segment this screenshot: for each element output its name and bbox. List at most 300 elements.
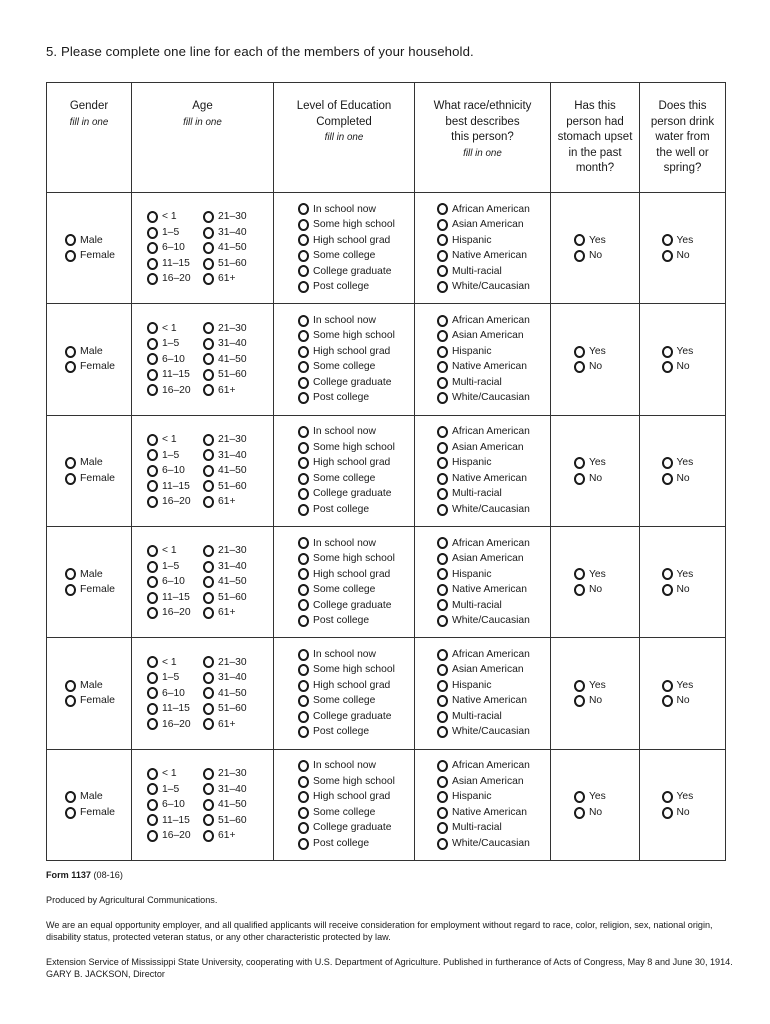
education-option[interactable] [298, 440, 414, 456]
radio-circle-icon[interactable] [662, 584, 673, 596]
age-option[interactable] [203, 813, 265, 829]
radio-circle-icon[interactable] [437, 664, 448, 676]
radio-circle-icon[interactable] [147, 369, 158, 381]
education-option[interactable] [298, 820, 414, 836]
gender-option[interactable] [65, 455, 131, 471]
race-option[interactable] [437, 502, 550, 518]
race-option[interactable] [437, 820, 550, 836]
drinks-well-water-option[interactable] [662, 693, 704, 709]
stomach-upset-option[interactable] [574, 233, 616, 249]
gender-option[interactable] [65, 344, 131, 360]
radio-circle-icon[interactable] [203, 718, 214, 730]
age-option[interactable] [203, 448, 265, 464]
radio-circle-icon[interactable] [298, 265, 309, 277]
radio-circle-icon[interactable] [662, 361, 673, 373]
radio-circle-icon[interactable] [65, 695, 76, 707]
gender-option[interactable] [65, 471, 131, 487]
radio-circle-icon[interactable] [298, 488, 309, 500]
education-option[interactable] [298, 536, 414, 552]
gender-option[interactable] [65, 693, 131, 709]
race-option[interactable] [437, 662, 550, 678]
radio-circle-icon[interactable] [147, 830, 158, 842]
education-option[interactable] [298, 805, 414, 821]
radio-circle-icon[interactable] [147, 353, 158, 365]
age-option[interactable] [203, 209, 265, 225]
radio-circle-icon[interactable] [203, 799, 214, 811]
drinks-well-water-option[interactable] [662, 455, 704, 471]
race-option[interactable] [437, 536, 550, 552]
age-option[interactable] [203, 590, 265, 606]
radio-circle-icon[interactable] [147, 672, 158, 684]
radio-circle-icon[interactable] [437, 346, 448, 358]
radio-circle-icon[interactable] [203, 703, 214, 715]
race-option[interactable] [437, 805, 550, 821]
radio-circle-icon[interactable] [298, 838, 309, 850]
age-option[interactable] [147, 336, 203, 352]
radio-circle-icon[interactable] [437, 315, 448, 327]
education-option[interactable] [298, 279, 414, 295]
education-option[interactable] [298, 264, 414, 280]
radio-circle-icon[interactable] [147, 687, 158, 699]
radio-circle-icon[interactable] [147, 576, 158, 588]
stomach-upset-option[interactable] [574, 359, 616, 375]
age-option[interactable] [147, 256, 203, 272]
radio-circle-icon[interactable] [147, 258, 158, 270]
radio-circle-icon[interactable] [298, 822, 309, 834]
radio-circle-icon[interactable] [65, 250, 76, 262]
radio-circle-icon[interactable] [662, 473, 673, 485]
gender-option[interactable] [65, 805, 131, 821]
drinks-well-water-option[interactable] [662, 471, 704, 487]
age-option[interactable] [203, 655, 265, 671]
radio-circle-icon[interactable] [203, 227, 214, 239]
age-option[interactable] [203, 321, 265, 337]
radio-circle-icon[interactable] [437, 392, 448, 404]
race-option[interactable] [437, 789, 550, 805]
radio-circle-icon[interactable] [147, 273, 158, 285]
radio-circle-icon[interactable] [574, 250, 585, 262]
race-option[interactable] [437, 598, 550, 614]
radio-circle-icon[interactable] [147, 561, 158, 573]
education-option[interactable] [298, 390, 414, 406]
drinks-well-water-option[interactable] [662, 344, 704, 360]
radio-circle-icon[interactable] [437, 377, 448, 389]
stomach-upset-option[interactable] [574, 789, 616, 805]
stomach-upset-option[interactable] [574, 455, 616, 471]
radio-circle-icon[interactable] [203, 687, 214, 699]
age-option[interactable] [147, 559, 203, 575]
radio-circle-icon[interactable] [437, 553, 448, 565]
radio-circle-icon[interactable] [298, 807, 309, 819]
race-option[interactable] [437, 836, 550, 852]
radio-circle-icon[interactable] [65, 680, 76, 692]
radio-circle-icon[interactable] [298, 760, 309, 772]
radio-circle-icon[interactable] [437, 791, 448, 803]
radio-circle-icon[interactable] [298, 250, 309, 262]
race-option[interactable] [437, 613, 550, 629]
radio-circle-icon[interactable] [147, 384, 158, 396]
radio-circle-icon[interactable] [203, 384, 214, 396]
radio-circle-icon[interactable] [437, 726, 448, 738]
radio-circle-icon[interactable] [437, 265, 448, 277]
radio-circle-icon[interactable] [203, 353, 214, 365]
radio-circle-icon[interactable] [147, 783, 158, 795]
radio-circle-icon[interactable] [437, 250, 448, 262]
age-option[interactable] [147, 479, 203, 495]
age-option[interactable] [203, 717, 265, 733]
radio-circle-icon[interactable] [65, 584, 76, 596]
radio-circle-icon[interactable] [65, 346, 76, 358]
radio-circle-icon[interactable] [574, 680, 585, 692]
age-option[interactable] [203, 559, 265, 575]
age-option[interactable] [147, 701, 203, 717]
education-option[interactable] [298, 836, 414, 852]
radio-circle-icon[interactable] [574, 473, 585, 485]
radio-circle-icon[interactable] [437, 234, 448, 246]
radio-circle-icon[interactable] [298, 553, 309, 565]
age-option[interactable] [147, 782, 203, 798]
radio-circle-icon[interactable] [203, 211, 214, 223]
radio-circle-icon[interactable] [298, 791, 309, 803]
radio-circle-icon[interactable] [298, 203, 309, 215]
stomach-upset-option[interactable] [574, 582, 616, 598]
radio-circle-icon[interactable] [298, 457, 309, 469]
gender-option[interactable] [65, 678, 131, 694]
education-option[interactable] [298, 724, 414, 740]
radio-circle-icon[interactable] [298, 726, 309, 738]
radio-circle-icon[interactable] [437, 537, 448, 549]
radio-circle-icon[interactable] [662, 680, 673, 692]
drinks-well-water-option[interactable] [662, 359, 704, 375]
education-option[interactable] [298, 567, 414, 583]
stomach-upset-option[interactable] [574, 344, 616, 360]
radio-circle-icon[interactable] [437, 457, 448, 469]
radio-circle-icon[interactable] [147, 799, 158, 811]
radio-circle-icon[interactable] [147, 480, 158, 492]
radio-circle-icon[interactable] [203, 561, 214, 573]
drinks-well-water-option[interactable] [662, 567, 704, 583]
radio-circle-icon[interactable] [203, 322, 214, 334]
radio-circle-icon[interactable] [147, 718, 158, 730]
race-option[interactable] [437, 774, 550, 790]
radio-circle-icon[interactable] [437, 361, 448, 373]
race-option[interactable] [437, 647, 550, 663]
race-option[interactable] [437, 248, 550, 264]
race-option[interactable] [437, 264, 550, 280]
race-option[interactable] [437, 233, 550, 249]
age-option[interactable] [147, 574, 203, 590]
stomach-upset-option[interactable] [574, 567, 616, 583]
radio-circle-icon[interactable] [298, 568, 309, 580]
gender-option[interactable] [65, 248, 131, 264]
radio-circle-icon[interactable] [437, 584, 448, 596]
radio-circle-icon[interactable] [437, 219, 448, 231]
radio-circle-icon[interactable] [662, 457, 673, 469]
radio-circle-icon[interactable] [298, 504, 309, 516]
age-option[interactable] [147, 432, 203, 448]
radio-circle-icon[interactable] [298, 426, 309, 438]
radio-circle-icon[interactable] [662, 568, 673, 580]
education-option[interactable] [298, 678, 414, 694]
radio-circle-icon[interactable] [298, 234, 309, 246]
radio-circle-icon[interactable] [298, 346, 309, 358]
education-option[interactable] [298, 647, 414, 663]
age-option[interactable] [203, 383, 265, 399]
radio-circle-icon[interactable] [437, 330, 448, 342]
age-option[interactable] [203, 256, 265, 272]
radio-circle-icon[interactable] [65, 791, 76, 803]
radio-circle-icon[interactable] [203, 242, 214, 254]
education-option[interactable] [298, 471, 414, 487]
age-option[interactable] [147, 352, 203, 368]
stomach-upset-option[interactable] [574, 471, 616, 487]
age-option[interactable] [203, 225, 265, 241]
education-option[interactable] [298, 248, 414, 264]
age-option[interactable] [203, 766, 265, 782]
radio-circle-icon[interactable] [662, 346, 673, 358]
radio-circle-icon[interactable] [147, 545, 158, 557]
age-option[interactable] [203, 479, 265, 495]
age-option[interactable] [203, 686, 265, 702]
drinks-well-water-option[interactable] [662, 678, 704, 694]
radio-circle-icon[interactable] [662, 695, 673, 707]
race-option[interactable] [437, 693, 550, 709]
radio-circle-icon[interactable] [147, 607, 158, 619]
radio-circle-icon[interactable] [203, 545, 214, 557]
gender-option[interactable] [65, 567, 131, 583]
age-option[interactable] [147, 605, 203, 621]
education-option[interactable] [298, 359, 414, 375]
race-option[interactable] [437, 359, 550, 375]
drinks-well-water-option[interactable] [662, 789, 704, 805]
age-option[interactable] [203, 367, 265, 383]
education-option[interactable] [298, 455, 414, 471]
radio-circle-icon[interactable] [298, 377, 309, 389]
race-option[interactable] [437, 375, 550, 391]
age-option[interactable] [147, 828, 203, 844]
age-option[interactable] [147, 494, 203, 510]
radio-circle-icon[interactable] [147, 434, 158, 446]
radio-circle-icon[interactable] [437, 426, 448, 438]
race-option[interactable] [437, 313, 550, 329]
age-option[interactable] [147, 209, 203, 225]
age-option[interactable] [203, 463, 265, 479]
race-option[interactable] [437, 678, 550, 694]
education-option[interactable] [298, 582, 414, 598]
radio-circle-icon[interactable] [65, 361, 76, 373]
age-option[interactable] [203, 240, 265, 256]
radio-circle-icon[interactable] [574, 234, 585, 246]
radio-circle-icon[interactable] [298, 281, 309, 293]
race-option[interactable] [437, 551, 550, 567]
radio-circle-icon[interactable] [437, 776, 448, 788]
radio-circle-icon[interactable] [147, 449, 158, 461]
radio-circle-icon[interactable] [574, 695, 585, 707]
radio-circle-icon[interactable] [574, 584, 585, 596]
radio-circle-icon[interactable] [65, 807, 76, 819]
race-option[interactable] [437, 471, 550, 487]
radio-circle-icon[interactable] [203, 480, 214, 492]
radio-circle-icon[interactable] [298, 680, 309, 692]
radio-circle-icon[interactable] [298, 711, 309, 723]
race-option[interactable] [437, 344, 550, 360]
education-option[interactable] [298, 613, 414, 629]
radio-circle-icon[interactable] [574, 568, 585, 580]
radio-circle-icon[interactable] [437, 822, 448, 834]
stomach-upset-option[interactable] [574, 248, 616, 264]
age-option[interactable] [147, 670, 203, 686]
radio-circle-icon[interactable] [203, 496, 214, 508]
age-option[interactable] [203, 543, 265, 559]
radio-circle-icon[interactable] [437, 442, 448, 454]
radio-circle-icon[interactable] [437, 488, 448, 500]
radio-circle-icon[interactable] [203, 814, 214, 826]
education-option[interactable] [298, 709, 414, 725]
race-option[interactable] [437, 328, 550, 344]
radio-circle-icon[interactable] [203, 783, 214, 795]
radio-circle-icon[interactable] [574, 346, 585, 358]
radio-circle-icon[interactable] [147, 703, 158, 715]
education-option[interactable] [298, 551, 414, 567]
radio-circle-icon[interactable] [574, 361, 585, 373]
age-option[interactable] [203, 670, 265, 686]
radio-circle-icon[interactable] [203, 607, 214, 619]
radio-circle-icon[interactable] [662, 234, 673, 246]
age-option[interactable] [147, 717, 203, 733]
gender-option[interactable] [65, 233, 131, 249]
radio-circle-icon[interactable] [65, 234, 76, 246]
radio-circle-icon[interactable] [147, 227, 158, 239]
radio-circle-icon[interactable] [298, 776, 309, 788]
age-option[interactable] [147, 367, 203, 383]
age-option[interactable] [203, 336, 265, 352]
age-option[interactable] [203, 782, 265, 798]
radio-circle-icon[interactable] [147, 496, 158, 508]
race-option[interactable] [437, 567, 550, 583]
drinks-well-water-option[interactable] [662, 248, 704, 264]
radio-circle-icon[interactable] [147, 322, 158, 334]
radio-circle-icon[interactable] [203, 273, 214, 285]
radio-circle-icon[interactable] [437, 711, 448, 723]
drinks-well-water-option[interactable] [662, 805, 704, 821]
radio-circle-icon[interactable] [203, 369, 214, 381]
education-option[interactable] [298, 758, 414, 774]
education-option[interactable] [298, 233, 414, 249]
radio-circle-icon[interactable] [203, 592, 214, 604]
race-option[interactable] [437, 582, 550, 598]
education-option[interactable] [298, 774, 414, 790]
radio-circle-icon[interactable] [203, 830, 214, 842]
radio-circle-icon[interactable] [203, 258, 214, 270]
radio-circle-icon[interactable] [437, 473, 448, 485]
radio-circle-icon[interactable] [298, 315, 309, 327]
radio-circle-icon[interactable] [662, 250, 673, 262]
radio-circle-icon[interactable] [437, 203, 448, 215]
radio-circle-icon[interactable] [298, 649, 309, 661]
race-option[interactable] [437, 724, 550, 740]
radio-circle-icon[interactable] [147, 814, 158, 826]
age-option[interactable] [147, 321, 203, 337]
education-option[interactable] [298, 424, 414, 440]
stomach-upset-option[interactable] [574, 693, 616, 709]
radio-circle-icon[interactable] [147, 768, 158, 780]
age-option[interactable] [147, 686, 203, 702]
radio-circle-icon[interactable] [298, 537, 309, 549]
radio-circle-icon[interactable] [662, 807, 673, 819]
race-option[interactable] [437, 758, 550, 774]
race-option[interactable] [437, 279, 550, 295]
radio-circle-icon[interactable] [203, 576, 214, 588]
radio-circle-icon[interactable] [147, 656, 158, 668]
radio-circle-icon[interactable] [298, 330, 309, 342]
radio-circle-icon[interactable] [147, 242, 158, 254]
education-option[interactable] [298, 202, 414, 218]
radio-circle-icon[interactable] [437, 760, 448, 772]
radio-circle-icon[interactable] [662, 791, 673, 803]
radio-circle-icon[interactable] [298, 361, 309, 373]
gender-option[interactable] [65, 359, 131, 375]
radio-circle-icon[interactable] [437, 599, 448, 611]
race-option[interactable] [437, 424, 550, 440]
radio-circle-icon[interactable] [203, 449, 214, 461]
radio-circle-icon[interactable] [298, 584, 309, 596]
radio-circle-icon[interactable] [298, 695, 309, 707]
education-option[interactable] [298, 502, 414, 518]
age-option[interactable] [147, 655, 203, 671]
gender-option[interactable] [65, 582, 131, 598]
education-option[interactable] [298, 313, 414, 329]
education-option[interactable] [298, 789, 414, 805]
race-option[interactable] [437, 202, 550, 218]
radio-circle-icon[interactable] [298, 664, 309, 676]
radio-circle-icon[interactable] [298, 392, 309, 404]
age-option[interactable] [147, 766, 203, 782]
education-option[interactable] [298, 375, 414, 391]
radio-circle-icon[interactable] [203, 656, 214, 668]
gender-option[interactable] [65, 789, 131, 805]
radio-circle-icon[interactable] [298, 599, 309, 611]
age-option[interactable] [147, 813, 203, 829]
radio-circle-icon[interactable] [147, 465, 158, 477]
age-option[interactable] [147, 383, 203, 399]
education-option[interactable] [298, 598, 414, 614]
race-option[interactable] [437, 440, 550, 456]
radio-circle-icon[interactable] [437, 680, 448, 692]
drinks-well-water-option[interactable] [662, 233, 704, 249]
education-option[interactable] [298, 344, 414, 360]
stomach-upset-option[interactable] [574, 678, 616, 694]
race-option[interactable] [437, 486, 550, 502]
age-option[interactable] [203, 701, 265, 717]
radio-circle-icon[interactable] [65, 473, 76, 485]
radio-circle-icon[interactable] [574, 791, 585, 803]
age-option[interactable] [203, 271, 265, 287]
age-option[interactable] [203, 352, 265, 368]
radio-circle-icon[interactable] [65, 457, 76, 469]
age-option[interactable] [147, 543, 203, 559]
radio-circle-icon[interactable] [65, 568, 76, 580]
radio-circle-icon[interactable] [298, 615, 309, 627]
radio-circle-icon[interactable] [298, 219, 309, 231]
radio-circle-icon[interactable] [203, 338, 214, 350]
radio-circle-icon[interactable] [203, 434, 214, 446]
radio-circle-icon[interactable] [437, 807, 448, 819]
race-option[interactable] [437, 455, 550, 471]
age-option[interactable] [203, 432, 265, 448]
age-option[interactable] [147, 448, 203, 464]
age-option[interactable] [147, 271, 203, 287]
radio-circle-icon[interactable] [437, 615, 448, 627]
